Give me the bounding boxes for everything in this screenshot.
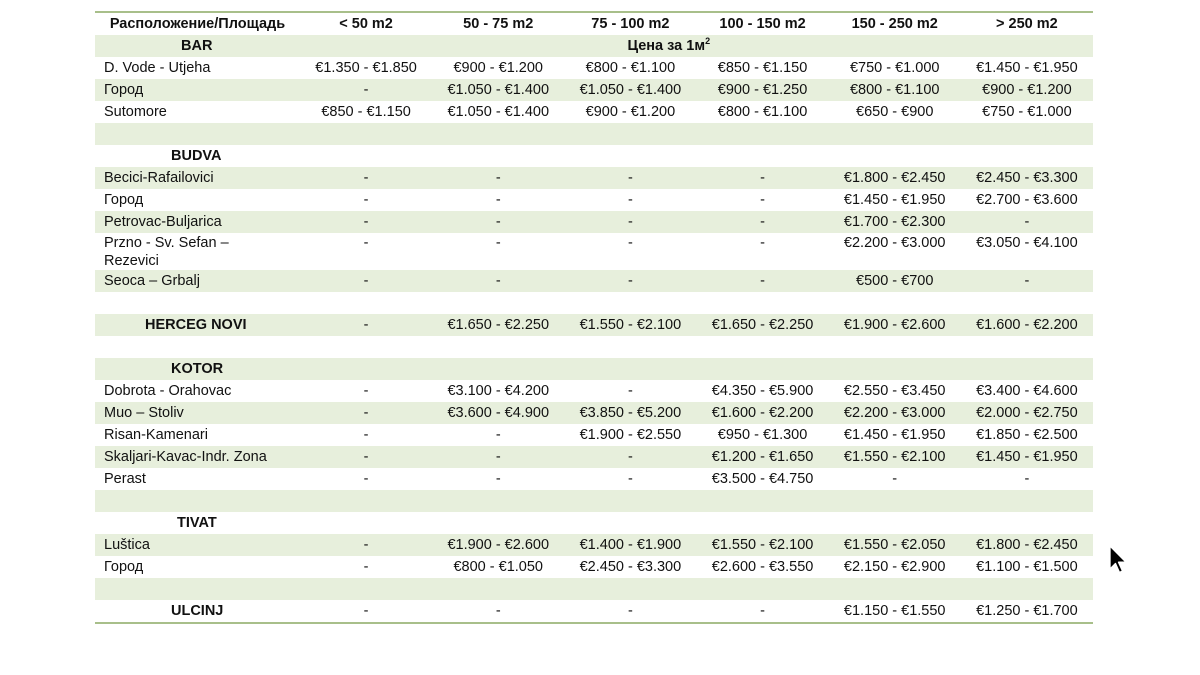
price-cell: €3.600 - €4.900 xyxy=(432,402,564,424)
price-cell: - xyxy=(363,383,369,399)
price-cell: - xyxy=(760,603,765,619)
location-cell: Skaljari-Kavac-Indr. Zona xyxy=(95,446,300,468)
location-cell: Przno - Sv. Sefan – Rezevici xyxy=(104,235,229,269)
price-cell: - xyxy=(363,471,369,487)
price-cell: - xyxy=(300,167,432,189)
price-cell: - xyxy=(300,534,432,556)
spacer-row xyxy=(95,123,1093,145)
price-cell: €1.400 - €1.900 xyxy=(564,534,696,556)
region-row-ulcinj xyxy=(95,600,1093,622)
price-cell: - xyxy=(432,167,564,189)
price-cell: €2.600 - €3.550 xyxy=(711,559,814,575)
price-cell: €1.450 - €1.950 xyxy=(976,60,1078,76)
price-cell: - xyxy=(760,235,765,251)
price-cell: - xyxy=(495,603,501,619)
table-row xyxy=(95,57,1093,79)
price-cell: - xyxy=(300,446,432,468)
price-cell: €900 - €1.200 xyxy=(585,104,676,120)
price-cell: €3.400 - €4.600 xyxy=(976,383,1078,399)
location-cell: Город xyxy=(104,192,144,208)
price-cell: €1.900 - €2.600 xyxy=(829,314,961,336)
header-row xyxy=(95,13,1093,35)
price-cell: €1.200 - €1.650 xyxy=(696,446,828,468)
price-cell: €1.550 - €2.100 xyxy=(564,314,696,336)
price-cell: - xyxy=(564,270,696,292)
price-cell: €1.600 - €2.200 xyxy=(696,402,828,424)
price-cell: €2.000 - €2.750 xyxy=(961,402,1093,424)
spacer-row xyxy=(95,336,1093,358)
price-cell: - xyxy=(760,192,765,208)
price-table xyxy=(95,13,1093,622)
price-cell: - xyxy=(892,471,898,487)
region-row-bar xyxy=(95,35,1093,57)
location-cell: Perast xyxy=(104,471,146,487)
table-row xyxy=(95,424,1093,446)
column-header: 75 - 100 m2 xyxy=(591,16,670,32)
price-cell: €2.700 - €3.600 xyxy=(976,192,1078,208)
price-cell: €2.200 - €3.000 xyxy=(829,402,961,424)
table-row xyxy=(95,534,1093,556)
price-cell: €2.550 - €3.450 xyxy=(843,383,946,399)
price-cell: €1.100 - €1.500 xyxy=(976,559,1078,575)
price-cell: €1.800 - €2.450 xyxy=(829,167,961,189)
price-cell: €500 - €700 xyxy=(829,270,961,292)
price-cell: - xyxy=(495,192,501,208)
table-row xyxy=(95,233,1093,270)
region-name: TIVAT xyxy=(177,515,217,531)
price-cell: - xyxy=(300,270,432,292)
price-cell: - xyxy=(432,270,564,292)
price-cell: €750 - €1.000 xyxy=(982,104,1072,120)
price-cell: €2.450 - €3.300 xyxy=(961,167,1093,189)
price-cell: €1.700 - €2.300 xyxy=(829,211,961,233)
price-cell: €1.900 - €2.550 xyxy=(579,427,682,443)
price-cell: - xyxy=(300,211,432,233)
mouse-pointer-icon xyxy=(1108,545,1128,575)
price-cell: €3.500 - €4.750 xyxy=(711,471,814,487)
price-cell: €1.250 - €1.700 xyxy=(976,603,1078,619)
price-cell: - xyxy=(363,559,369,575)
price-cell: €750 - €1.000 xyxy=(849,60,940,76)
price-cell: €800 - €1.100 xyxy=(717,104,808,120)
price-cell: €1.450 - €1.950 xyxy=(961,446,1093,468)
price-table-container xyxy=(95,11,1093,624)
location-cell: Dobrota - Orahovac xyxy=(104,383,232,399)
price-cell: - xyxy=(363,192,369,208)
price-cell: - xyxy=(696,211,828,233)
price-cell: €1.050 - €1.400 xyxy=(447,104,550,120)
price-cell: - xyxy=(495,471,501,487)
region-name: HERCEG NOVI xyxy=(95,314,300,336)
price-cell: €800 - €1.100 xyxy=(585,60,676,76)
price-cell: - xyxy=(961,270,1093,292)
region-row-budva xyxy=(95,145,1093,167)
location-cell: D. Vode - Utjeha xyxy=(104,60,211,76)
spacer-row xyxy=(95,490,1093,512)
price-cell: - xyxy=(961,211,1093,233)
price-cell: €1.350 - €1.850 xyxy=(315,60,417,76)
price-cell: €950 - €1.300 xyxy=(717,427,808,443)
column-header: 50 - 75 m2 xyxy=(463,16,534,32)
price-cell: €1.600 - €2.200 xyxy=(961,314,1093,336)
price-cell: €4.350 - €5.900 xyxy=(711,383,814,399)
price-cell: €2.200 - €3.000 xyxy=(843,235,946,251)
price-cell: €1.650 - €2.250 xyxy=(696,314,828,336)
price-cell: - xyxy=(627,383,633,399)
region-name: ULCINJ xyxy=(171,603,224,619)
price-cell: €900 - €1.200 xyxy=(961,79,1093,101)
table-row xyxy=(95,167,1093,189)
price-cell: - xyxy=(627,192,633,208)
price-cell: €3.850 - €5.200 xyxy=(564,402,696,424)
price-cell: €850 - €1.150 xyxy=(321,104,411,120)
table-row xyxy=(95,446,1093,468)
table-row xyxy=(95,270,1093,292)
location-cell: Seoca – Grbalj xyxy=(95,270,300,292)
location-cell: Luštica xyxy=(95,534,300,556)
price-cell: - xyxy=(432,211,564,233)
table-row xyxy=(95,211,1093,233)
price-cell: - xyxy=(495,427,501,443)
table-row xyxy=(95,556,1093,578)
price-cell: - xyxy=(495,235,501,251)
location-cell: Город xyxy=(95,79,300,101)
price-cell: €850 - €1.150 xyxy=(717,60,808,76)
location-area-header: Расположение/Площадь xyxy=(109,16,286,32)
table-row xyxy=(95,468,1093,490)
table-row xyxy=(95,402,1093,424)
price-cell: €3.050 - €4.100 xyxy=(976,235,1078,251)
price-cell: €3.100 - €4.200 xyxy=(447,383,550,399)
table-row xyxy=(95,79,1093,101)
price-cell: - xyxy=(627,603,633,619)
price-cell: €1.650 - €2.250 xyxy=(432,314,564,336)
price-cell: - xyxy=(1024,471,1030,487)
price-cell: €900 - €1.250 xyxy=(696,79,828,101)
price-cell: €900 - €1.200 xyxy=(453,60,543,76)
spacer-row xyxy=(95,292,1093,314)
price-cell: - xyxy=(363,427,369,443)
column-header: 150 - 250 m2 xyxy=(851,16,938,32)
price-cell: €1.800 - €2.450 xyxy=(961,534,1093,556)
location-cell: Petrovac-Buljarica xyxy=(95,211,300,233)
price-cell: €2.450 - €3.300 xyxy=(579,559,682,575)
price-per-m2-label: Цена за $1м^2$ xyxy=(696,35,828,57)
price-cell: €1.550 - €2.100 xyxy=(829,446,961,468)
price-cell: €800 - €1.050 xyxy=(453,559,543,575)
column-header: 100 - 150 m2 xyxy=(719,16,806,32)
price-cell: - xyxy=(627,471,633,487)
price-cell: €1.050 - €1.400 xyxy=(564,79,696,101)
price-cell: €1.900 - €2.600 xyxy=(432,534,564,556)
price-cell: - xyxy=(696,167,828,189)
price-cell: €650 - €900 xyxy=(856,104,934,120)
price-cell: - xyxy=(300,314,432,336)
price-cell: €1.550 - €2.050 xyxy=(829,534,961,556)
region-name: KOTOR xyxy=(95,358,300,380)
region-name: BAR xyxy=(95,35,300,57)
region-row-tivat xyxy=(95,512,1093,534)
table-row xyxy=(95,189,1093,211)
location-cell: Becici-Rafailovici xyxy=(95,167,300,189)
price-cell: €2.150 - €2.900 xyxy=(843,559,946,575)
spacer-row xyxy=(95,578,1093,600)
column-header: > 250 m2 xyxy=(996,16,1058,32)
price-cell: - xyxy=(564,211,696,233)
price-cell: €1.850 - €2.500 xyxy=(976,427,1078,443)
price-cell: €800 - €1.100 xyxy=(829,79,961,101)
price-cell: - xyxy=(564,446,696,468)
price-cell: €1.450 - €1.950 xyxy=(843,427,946,443)
price-cell: €1.450 - €1.950 xyxy=(843,192,946,208)
location-cell: Muo – Stoliv xyxy=(95,402,300,424)
price-cell: - xyxy=(696,270,828,292)
price-cell: - xyxy=(300,79,432,101)
location-cell: Risan-Kamenari xyxy=(104,427,208,443)
region-row-kotor xyxy=(95,358,1093,380)
price-cell: - xyxy=(300,402,432,424)
price-cell: - xyxy=(363,235,369,251)
price-cell: €1.050 - €1.400 xyxy=(432,79,564,101)
table-row xyxy=(95,101,1093,123)
location-cell: Город xyxy=(104,559,144,575)
price-cell: - xyxy=(363,603,369,619)
price-cell: €1.550 - €2.100 xyxy=(696,534,828,556)
price-cell: €1.150 - €1.550 xyxy=(843,603,946,619)
column-header: < 50 m2 xyxy=(339,16,393,32)
price-cell: - xyxy=(627,235,633,251)
location-cell: Sutomore xyxy=(104,104,167,120)
price-cell: - xyxy=(432,446,564,468)
region-name: BUDVA xyxy=(171,148,222,164)
table-row xyxy=(95,380,1093,402)
region-row-herceg-novi xyxy=(95,314,1093,336)
price-cell: - xyxy=(564,167,696,189)
